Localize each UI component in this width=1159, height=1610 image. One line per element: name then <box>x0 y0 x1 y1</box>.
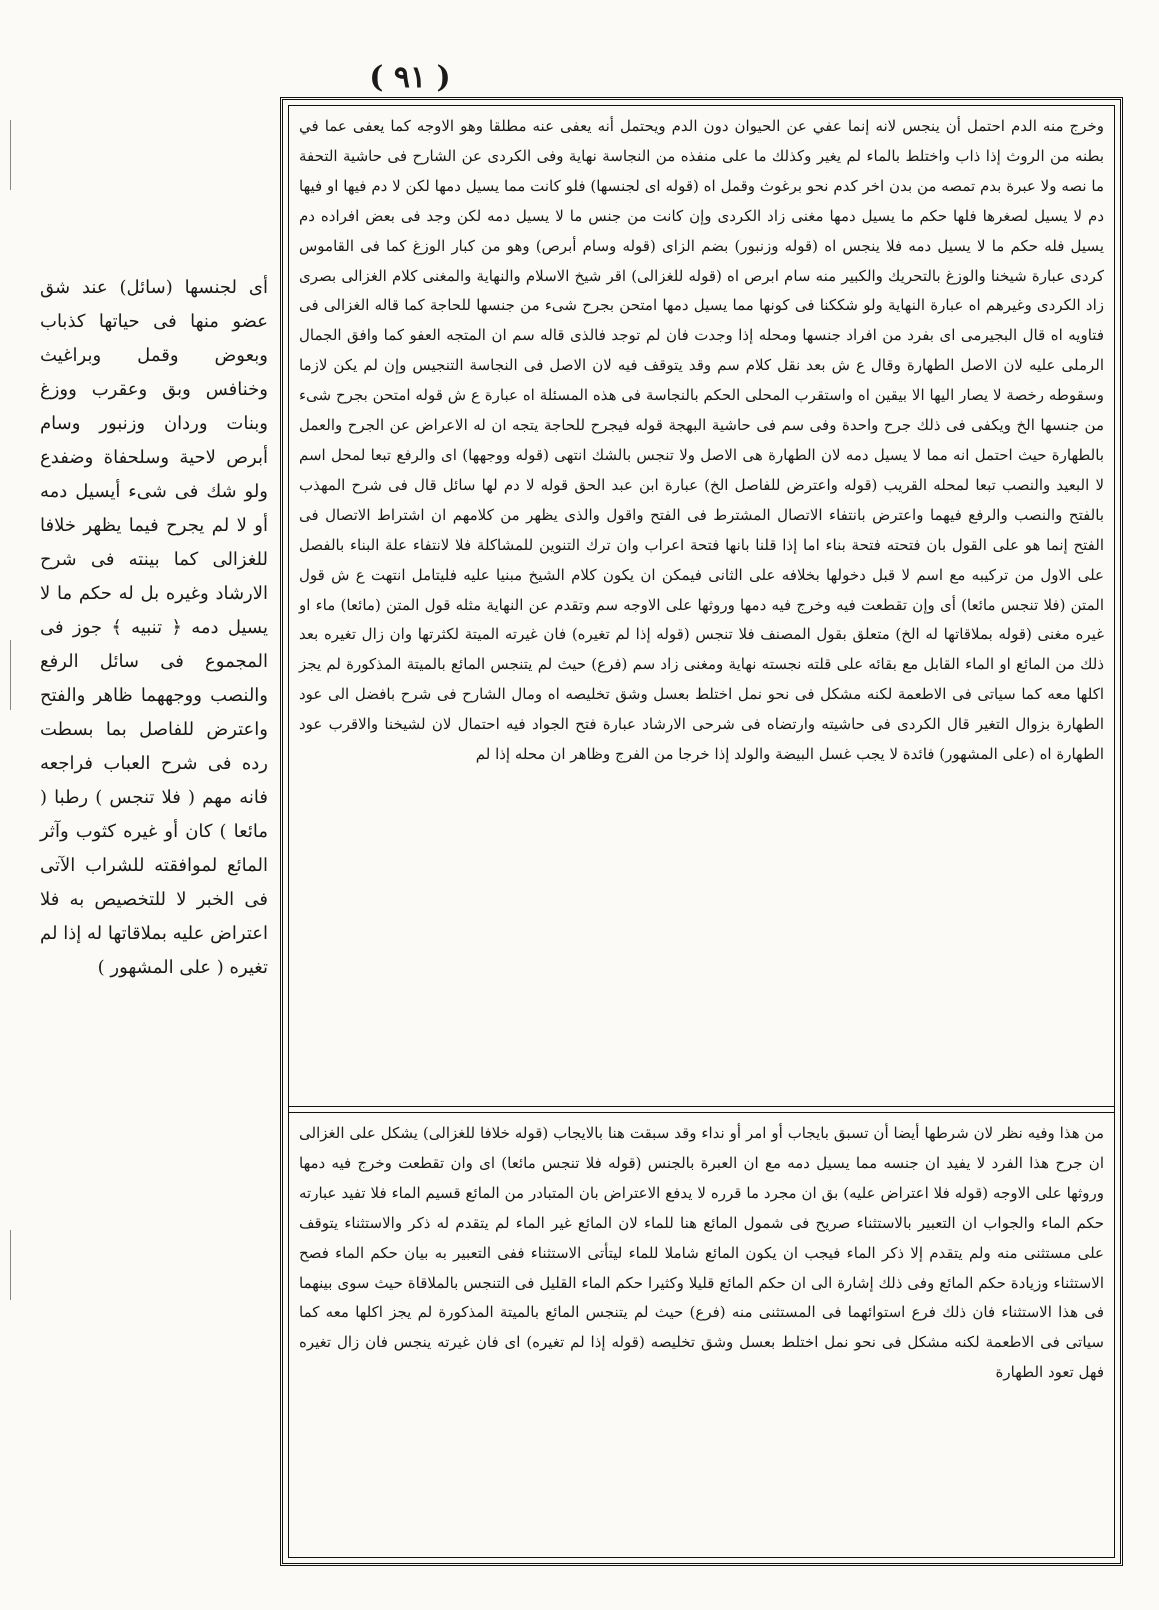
margin-rule <box>10 640 11 710</box>
lower-commentary: من هذا وفيه نظر لان شرطها أيضا أن تسبق بايجاب أو امر أو نداء وقد سبقت هنا بالايجاب (قوله خلافا للغزالى) يشكل على الغزالى ان جرح هذا الفرد لا يفيد ان جنسه مما يسيل دمه مع ان العبرة بالجنس (قوله فلا تنجس مائعا) اى وان تقطعت وخرج فيه دمها وروثها على الاوجه (قوله فلا اعتراض عليه) بق ان مجرد ما قرره لا يدفع الاعتراض بان المتبادر من المائع قسيم الماء فلا تفيد عبارته حكم الماء والجواب ان التعبير بالاستثناء صريح فى شمول المائع هنا للماء لان المائع غير الماء لم يتقدم له ذكر والاستثناء يتوقف على مستثنى منه ولم يتقدم إلا ذكر الماء فيجب ان يكون المائع شاملا للماء ليتأتى الاستثناء ففى التعبير به بيان حكم الماء فصح الاستثناء وزيادة حكم المائع وفى ذلك إشارة الى ان حكم المائع قليلا وكثيرا حكم الماء القليل فى التنجس بالملاقاة حيث سوى بينهما فى هذا الاستثناء فان ذلك فرع استوائهما فى المستثنى منه (فرع) حيث لم يتنجس المائع بالميتة المذكورة لم يجز اكلها معه كما سياتى فى الاطعمة لكنه مشكل فى نحو نمل اختلط بعسل وشق تخليصه (قوله إذا لم تغيره) اى فان غيرته ينجس فان زال تغيره فهل تعود الطهارة <box>299 1124 1104 1382</box>
main-commentary: وخرج منه الدم احتمل أن ينجس لانه إنما عفي عن الحيوان دون الدم ويحتمل أنه يعفى عنه مطلقا وهو الاوجه كما يعفى عما في بطنه من الروث إذا ذاب واختلط بالماء لم يغير وكذلك ما على منفذه من النجاسة نهاية وفى الكردى عن الشارح فى حاشية التحفة ما نصه ولا عبرة بدم تمصه من بدن اخر كدم نحو برغوث وقمل اه (قوله اى لجنسها) فلو كانت مما يسيل دمها لكن لا دم فيها او فيها دم لا يسيل لصغرها فلها حكم ما يسيل دمها مغنى زاد الكردى وإن كانت من جنس ما لا يسيل دمه لكن وجد فى بعض افراده دم يسيل فله حكم ما لا يسيل دمه فلا ينجس اه (قوله وزنبور) بضم الزاى (قوله وسام أبرص) وهو من كبار الوزغ كما فى القاموس كردى عبارة شيخنا والوزغ بالتحريك والكبير منه سام ابرص اه (قوله للغزالى) اقر شيخ الاسلام والنهاية والمغنى كلام الغزالى بصرى زاد الكردى وغيرهم اه عبارة النهاية ولو شككنا فى كونها مما يسيل دمها امتحن بجرح شىء من جنسها للحاجة كما قاله الغزالى فى فتاويه اه قال البجيرمى اى بفرد من افراد جنسها ومحله إذا وجدت فان لم توجد فالذى قاله سم ان المتجه العفو كما وافق الجمال الرملى عليه لان الاصل الطهارة وقال ع ش بعد نقل كلام سم وقد يتوقف فيه لان الاصل فى النجاسة التنجيس وإن لم يكن لازما وسقوطه رخصة لا يصار اليها الا بيقين اه واستقرب المحلى الحكم بالنجاسة فى هذه المسئلة اه عبارة ع ش قوله امتحن بجرح شىء من جنسها الخ ويكفى فى ذلك جرح واحدة وفى سم فى حاشية البهجة قوله فيجرح للحاجة يتجه ان له الاعراض عن الجرح والعمل بالطهارة حيث احتمل انه مما لا يسيل دمه لان الطهارة هى الاصل ولا تنجس بالشك انتهى (قوله ووجهها) اى والرفع تبعا لمحل اسم لا البعيد والنصب تبعا لمحله القريب (قوله واعترض للفاصل الخ) عبارة ابن عبد الحق قوله لا دم لها سائل قال فى شرح المهذب بالفتح والنصب والرفع فيهما واعترض بانتفاء الاتصال المشترط فى الفتح واقول والذى يظهر من كلامهم ان اشتراط الاتصال فى الفتح إنما هو على القول بان فتحته فتحة بناء اما إذا قلنا بانها فتحة اعراب وان ترك التنوين للمشاكلة فلا لانتفاء علة البناء بالفصل على الاول من تركيبه مع اسم لا قبل دخولها بخلافه على الثانى فيمكن ان يكون كلام الشيخ مبنيا عليه فليتامل انتهت ع ش قول المتن (فلا تنجس مائعا) أى وإن تقطعت فيه وخرج فيه دمها وروثها على الاوجه سم وتقدم عن النهاية مثله قول المتن (مائعا) ماء او غيره مغنى (قوله بملاقاتها له الخ) متعلق بقول المصنف فلا تنجس (قوله إذا لم تغيره) فان غيرته الميتة لكثرتها وان زال تغيره بعد ذلك من المائع او الماء القابل مع بقائه على قلته نجسته نهاية ومغنى زاد سم (فرع) حيث لم يتنجس المائع بالميتة المذكورة لم يجز اكلها معه كما سياتى فى الاطعمة لكنه مشكل فى نحو نمل اختلط بعسل وشق تخليصه اه ومال الشارح فى شرح بافضل الى عود الطهارة بزوال التغير قال الكردى فى حاشيته وارتضاه فى شرحى الارشاد عبارة فتح الجواد فيه احتمال لان لشيخنا والاقرب عود الطهارة اه (على المشهور) فائدة لا يجب غسل البيضة والولد إذا خرجا من الفرج وظاهر ان محله إذا لم <box>299 117 1104 764</box>
frame-inner-border <box>288 105 1115 1558</box>
page-number: ( ٩١ ) <box>369 60 451 95</box>
section-divider <box>289 1106 1114 1113</box>
margin-note: أى لجنسها (سائل) عند شق عضو منها فى حياتها كذباب وبعوض وقمل وبراغيث وخنافس وبق وعقرب ووزغ وبنات وردان وزنبور وسام أبرص لاحية وسلحفاة وضفدع ولو شك فى شىء أيسيل دمه أو لا لم يجرح فيما يظهر خلافا للغزالى كما بينته فى شرح الارشاد وغيره بل له حكم ما لا يسيل دمه ﴿ تنبيه ﴾ جوز فى المجموع فى سائل الرفع والنصب ووجههما ظاهر والفتح واعترض للفاصل بما بسطت رده فى شرح العباب فراجعه فانه مهم ( فلا تنجس ) رطبا ( مائعا ) كان أو غيره كثوب وآثر المائع لموافقته للشراب الآتى فى الخبر لا للتخصيص به فلا اعتراض عليه بملاقاتها له إذا لم تغيره ( على المشهور ) <box>40 277 268 978</box>
margin-rule <box>10 1230 11 1300</box>
margin-rule <box>10 120 11 190</box>
page-frame <box>280 97 1123 1566</box>
